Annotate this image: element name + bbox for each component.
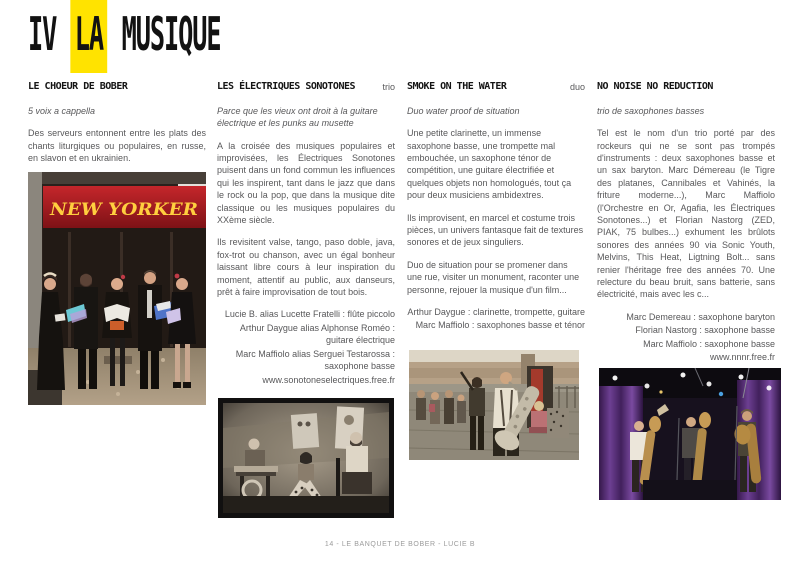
column-subtitle: Duo water proof de situation (407, 105, 520, 116)
photo-electriques-sonotones (218, 398, 394, 518)
credits-block (597, 311, 775, 364)
column-header: LE CHOEUR DE BOBER (28, 81, 128, 92)
page-title-highlight: LA (70, 0, 107, 73)
credit-line: Marc Maffiolo : saxophone basse (643, 338, 775, 349)
column-smoke-on-the-water (407, 80, 585, 333)
credit-line: Marc Maffiolo alias Serguei Testarossa : saxophone basse (235, 348, 395, 372)
paragraph: Une petite clarinette, un immense saxophone basse, une trompette mal embouchée, un saxophone ténor de compétition, une guitare électrifiée et quelques objets non homologués, tout ça pour deux musiciens ambidextres. (407, 128, 572, 201)
credits-block (217, 308, 395, 385)
ensemble-size-tag: duo (569, 82, 585, 92)
credit-line: Arthur Daygue : clarinette, trompette, guitare (407, 307, 585, 318)
credit-line: Arthur Daygue alias Alphonse Roméo : guitare électrique (239, 322, 395, 346)
column-header (407, 80, 585, 94)
page-title-post: MUSIQUE (121, 7, 221, 61)
column-le-choeur-de-bober (28, 80, 206, 174)
purple-stage-photo-image (599, 368, 781, 500)
paragraph: A la croisée des musiques populaires et improvisées, les Électriques Sonotones puisent dans un fond commun les influences qui les inspirent, tant dans le jazz que dans le rock ou la pop, que dans la musique dite classique ou les musiques populaires du XXème siècle. (217, 140, 395, 226)
paragraph: Tel est le nom d'un trio porté par des rockeurs qui ne se sont pas trompés d'instruments : deux saxophones basse et un sax baryton. Marc Démereau (le Tigre des platanes, Cannibales et Vahinés, la friture moderne...), Marc Maffiolo (l'Orchestre en Or, Agafia, les Électriques Sonotones...) et Florian Nastorg (ZED, PIAK, 75 bulbes...) exhument les brûlots sonores des années 90 via Sonic Youth, Melvins, This Heat, Ligtning Bolt... sans renier l'héritage free des années 70. Une relecture du beau bruit, sans batterie, sans électricité, mais avec les c... (597, 128, 775, 300)
photo-smoke-on-the-water (409, 350, 579, 460)
column-header-text: SMOKE ON THE WATER (407, 81, 507, 92)
credit-line: Marc Maffiolo : saxophones basse et ténor (415, 320, 585, 331)
photo-choeur-de-bober (28, 172, 206, 405)
page-title (28, 6, 221, 62)
column-header (217, 80, 395, 94)
credit-line: Marc Demereau : saxophone baryton (626, 311, 775, 322)
column-subtitle: Parce que les vieux ont droit à la guitare électrique et les punks au musette (217, 105, 378, 129)
column-subtitle: trio de saxophones basses (597, 105, 705, 116)
column-header-text: LES ÉLECTRIQUES SONOTONES (217, 81, 356, 92)
website-link[interactable]: www.sonotoneselectriques.free.fr (262, 374, 395, 385)
new-yorker-sign-text: NEW YORKER (48, 200, 199, 220)
page-title-pre: IV (28, 7, 57, 61)
credits-block (407, 306, 585, 332)
paragraph: Duo de situation pour se promener dans une rue, visiter un monument, raconter une personne, rejouer la musique d'un film... (407, 259, 580, 295)
paragraph: Des serveurs entonnent entre les plats des chants liturgiques ou populaires, en russe, en slavon et en ukrainien. (28, 128, 206, 164)
photo-no-noise-no-reduction (599, 368, 781, 500)
choir-photo-image (28, 172, 206, 405)
stage-trio-photo-image (218, 398, 394, 518)
credit-line: Lucie B. alias Lucette Fratelli : flûte piccolo (224, 309, 395, 320)
ensemble-size-tag: trio (382, 82, 395, 92)
column-subtitle: 5 voix a cappella (28, 105, 96, 116)
paragraph: Ils improvisent, en marcel et costume trois pièces, un univers fantasque fait de textures sonores et de jeux singuliers. (407, 212, 584, 248)
credit-line: Florian Nastorg : saxophone basse (635, 325, 775, 336)
quay-scene-photo-image (409, 350, 579, 460)
paragraph: Ils revisitent valse, tango, paso doble, java, fox-trot ou chanson, avec un égal bonheur laissant libre cours à leur inspiration du moment, attentif au public, aux danseurs, prêt à faire improvisation de tout bois. (217, 237, 395, 298)
column-no-noise-no-reduction (597, 80, 775, 365)
website-link[interactable]: www.nnnr.free.fr (709, 352, 775, 363)
page-footer: 14 - LE BANQUET DE BOBER - LUCIE B (324, 541, 476, 548)
column-header: NO NOISE NO REDUCTION (597, 81, 713, 92)
column-les-electriques-sonotones (217, 80, 395, 387)
